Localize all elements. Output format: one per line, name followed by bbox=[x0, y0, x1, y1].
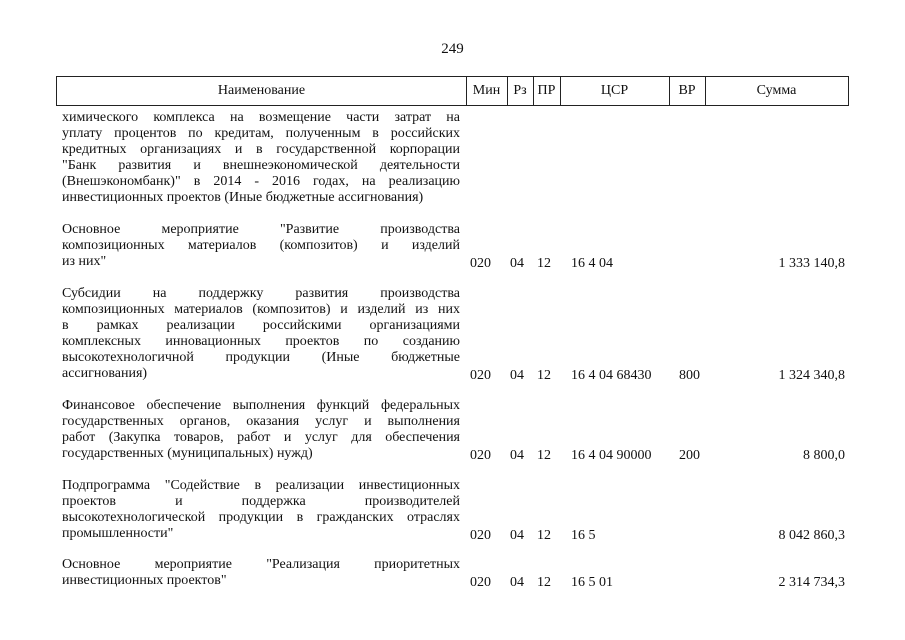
row-name-line: Основное мероприятие "Реализация приоритетных bbox=[62, 557, 460, 572]
row-name-line: государственных органов, оказания услуг и выполнения bbox=[62, 414, 460, 429]
row-name-line: высокотехнологической продукции в гражданских отраслях bbox=[62, 510, 460, 525]
cell-pr: 12 bbox=[537, 448, 551, 463]
header-csr: ЦСР bbox=[600, 83, 629, 98]
row-name-line: (Внешэкономбанк)" в 2014 - 2016 годах, на реализацию bbox=[62, 174, 460, 189]
cell-pr: 12 bbox=[537, 575, 551, 590]
row-name-line: из них" bbox=[62, 254, 107, 269]
header-name: Наименование bbox=[217, 83, 306, 98]
cell-min: 020 bbox=[470, 528, 491, 543]
cell-csr: 16 4 04 bbox=[571, 256, 613, 271]
row-name bbox=[62, 110, 460, 206]
cell-min: 020 bbox=[470, 256, 491, 271]
page-number: 249 bbox=[441, 41, 464, 57]
cell-vr: 800 bbox=[679, 368, 700, 383]
cell-sum: 2 314 734,3 bbox=[778, 575, 845, 590]
row-name bbox=[62, 286, 460, 382]
cell-pr: 12 bbox=[537, 256, 551, 271]
cell-csr: 16 4 04 68430 bbox=[571, 368, 652, 383]
cell-rz: 04 bbox=[510, 528, 524, 543]
row-name bbox=[62, 222, 460, 270]
cell-sum: 8 042 860,3 bbox=[778, 528, 845, 543]
row-name-line: промышленности" bbox=[62, 526, 174, 541]
table-header bbox=[56, 76, 849, 106]
row-name-line: "Банк развития и внешнеэкономической деятельности bbox=[62, 158, 460, 173]
row-name-line: работ (Закупка товаров, работ и услуг для обеспечения bbox=[62, 430, 460, 445]
row-name-line: композиционных материалов (композитов) и изделий bbox=[62, 238, 460, 253]
cell-sum: 8 800,0 bbox=[803, 448, 845, 463]
row-name-line: кредитных организациях и в государственной корпорации bbox=[62, 142, 460, 157]
row-name-line: химического комплекса на возмещение части затрат на bbox=[62, 110, 460, 125]
cell-sum: 1 333 140,8 bbox=[778, 256, 845, 271]
header-sum: Сумма bbox=[756, 83, 797, 98]
row-name-line: Основное мероприятие "Развитие производства bbox=[62, 222, 460, 237]
cell-csr: 16 4 04 90000 bbox=[571, 448, 652, 463]
row-name-line: комплексных инновационных проектов по созданию bbox=[62, 334, 460, 349]
row-name-line: Подпрограмма "Содействие в реализации инвестиционных bbox=[62, 478, 460, 493]
cell-csr: 16 5 bbox=[571, 528, 596, 543]
row-name bbox=[62, 398, 460, 462]
row-name bbox=[62, 557, 460, 589]
cell-pr: 12 bbox=[537, 528, 551, 543]
row-name-line: инвестиционных проектов" bbox=[62, 573, 227, 588]
cell-csr: 16 5 01 bbox=[571, 575, 613, 590]
row-name bbox=[62, 478, 460, 542]
cell-rz: 04 bbox=[510, 448, 524, 463]
row-name-line: проектов и поддержка производителей bbox=[62, 494, 460, 509]
cell-rz: 04 bbox=[510, 256, 524, 271]
row-name-line: композиционных материалов (композитов) и изделий из них bbox=[62, 302, 460, 317]
row-name-line: уплату процентов по кредитам, полученным в российских bbox=[62, 126, 460, 141]
cell-sum: 1 324 340,8 bbox=[778, 368, 845, 383]
header-rz: Рз bbox=[513, 83, 527, 98]
cell-min: 020 bbox=[470, 368, 491, 383]
cell-min: 020 bbox=[470, 575, 491, 590]
header-pr: ПР bbox=[537, 83, 556, 98]
cell-pr: 12 bbox=[537, 368, 551, 383]
row-name-line: ассигнования) bbox=[62, 366, 148, 381]
row-name-line: Финансовое обеспечение выполнения функций федеральных bbox=[62, 398, 460, 413]
row-name-line: Субсидии на поддержку развития производства bbox=[62, 286, 460, 301]
cell-min: 020 bbox=[470, 448, 491, 463]
header-vr: ВР bbox=[678, 83, 696, 98]
row-name-line: высокотехнологичной продукции (Иные бюджетные bbox=[62, 350, 460, 365]
row-name-line: в рамках реализации российскими организациями bbox=[62, 318, 460, 333]
cell-rz: 04 bbox=[510, 368, 524, 383]
cell-vr: 200 bbox=[679, 448, 700, 463]
header-min: Мин bbox=[472, 83, 501, 98]
row-name-line: государственных (муниципальных) нужд) bbox=[62, 446, 313, 461]
row-name-line: инвестиционных проектов (Иные бюджетные ассигнования) bbox=[62, 190, 424, 205]
cell-rz: 04 bbox=[510, 575, 524, 590]
